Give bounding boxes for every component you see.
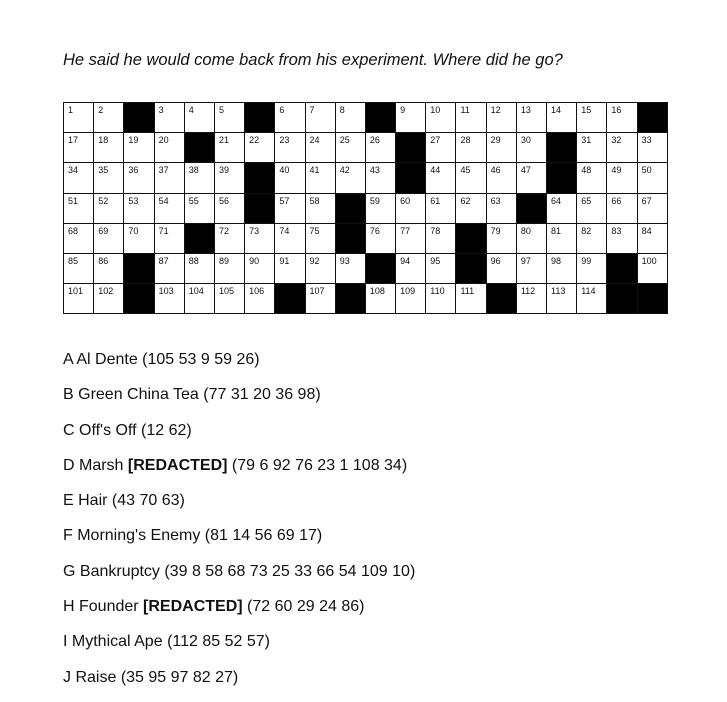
grid-black-cell <box>245 163 275 193</box>
grid-cell[interactable] <box>245 284 275 314</box>
clue-label: C Off's Off <box>63 421 137 439</box>
grid-cell[interactable] <box>335 103 365 133</box>
grid-cell-number: 46 <box>490 165 501 176</box>
grid-cell[interactable] <box>516 284 546 314</box>
grid-cell[interactable] <box>64 223 94 253</box>
grid-black-cell <box>124 284 154 314</box>
grid-cell-number: 81 <box>551 225 562 236</box>
grid-cell-number: 13 <box>520 105 531 115</box>
grid-cell-number: 71 <box>158 225 169 236</box>
grid-cell-number: 22 <box>249 135 260 146</box>
grid-black-cell <box>547 133 577 163</box>
grid-cell[interactable] <box>94 223 124 253</box>
grid-cell-number: 30 <box>520 135 531 146</box>
grid-cell[interactable] <box>637 163 667 193</box>
grid-cell-number: 105 <box>218 286 234 297</box>
grid-cell[interactable] <box>124 223 154 253</box>
clue-numbers: (77 31 20 36 98) <box>203 386 321 404</box>
grid-cell-number: 17 <box>68 135 79 146</box>
grid-cell[interactable] <box>637 223 667 253</box>
clue-label: B Green China Tea <box>63 386 199 404</box>
grid-cell[interactable] <box>547 193 577 223</box>
grid-black-cell <box>456 253 486 283</box>
grid-cell-number: 28 <box>460 135 471 146</box>
grid-black-cell <box>547 163 577 193</box>
grid-black-cell <box>275 284 305 314</box>
grid-cell[interactable] <box>94 284 124 314</box>
clue-item <box>63 525 415 560</box>
grid-cell-number: 97 <box>520 255 531 266</box>
grid-cell[interactable] <box>426 253 456 283</box>
grid-black-cell <box>456 223 486 253</box>
grid-cell-number: 26 <box>369 135 380 146</box>
clue-item <box>63 420 415 455</box>
grid-cell-number: 9 <box>400 105 406 115</box>
grid-cell-number: 50 <box>641 165 652 176</box>
grid-cell-number: 113 <box>551 286 566 297</box>
grid-cell-number: 8 <box>339 105 345 115</box>
grid-cell-number: 96 <box>490 255 501 266</box>
grid-cell[interactable] <box>64 163 94 193</box>
grid-cell-number: 11 <box>460 105 470 115</box>
grid-cell-number: 100 <box>641 255 657 266</box>
grid-cell-number: 2 <box>98 105 104 115</box>
grid-cell[interactable] <box>547 103 577 133</box>
grid-cell-number: 57 <box>279 195 290 206</box>
grid-cell-number: 23 <box>279 135 290 146</box>
grid-cell[interactable] <box>214 284 244 314</box>
grid-cell[interactable] <box>516 223 546 253</box>
grid-cell-number: 15 <box>581 105 592 115</box>
grid-cell-number: 38 <box>188 165 199 176</box>
clue-item <box>63 384 415 419</box>
grid-cell[interactable] <box>64 133 94 163</box>
grid-cell-number: 89 <box>218 255 229 266</box>
grid-cell-number: 60 <box>400 195 411 206</box>
grid-cell[interactable] <box>64 284 94 314</box>
grid-cell-number: 7 <box>309 105 315 115</box>
grid-cell-number: 32 <box>611 135 622 146</box>
grid-cell[interactable] <box>154 223 184 253</box>
clue-label: I Mythical Ape <box>63 633 163 651</box>
grid-cell[interactable] <box>64 103 94 133</box>
grid-cell-number: 75 <box>309 225 320 236</box>
grid-cell[interactable] <box>154 253 184 283</box>
grid-cell-number: 33 <box>641 135 652 146</box>
grid-cell[interactable] <box>184 253 214 283</box>
grid-cell[interactable] <box>335 133 365 163</box>
grid-cell-number: 107 <box>309 286 325 297</box>
grid-cell[interactable] <box>516 163 546 193</box>
grid-row <box>64 163 668 193</box>
grid-cell[interactable] <box>275 133 305 163</box>
grid-cell-number: 58 <box>309 195 320 206</box>
grid-cell-number: 31 <box>581 135 592 146</box>
grid-cell[interactable] <box>456 284 486 314</box>
grid-cell[interactable] <box>154 284 184 314</box>
grid-cell-number: 84 <box>641 225 652 236</box>
grid-cell-number: 12 <box>490 105 501 115</box>
grid-cell[interactable] <box>245 253 275 283</box>
grid-cell-number: 49 <box>611 165 622 176</box>
grid-cell[interactable] <box>94 193 124 223</box>
grid-cell[interactable] <box>426 163 456 193</box>
grid-cell[interactable] <box>365 133 395 163</box>
grid-cell-number: 85 <box>68 255 79 266</box>
grid-cell-number: 27 <box>430 135 441 146</box>
clue-redacted: [REDACTED] <box>127 456 228 474</box>
grid-cell[interactable] <box>275 193 305 223</box>
grid-cell[interactable] <box>275 163 305 193</box>
grid-cell[interactable] <box>365 193 395 223</box>
grid-cell-number: 65 <box>581 195 592 206</box>
grid-cell[interactable] <box>516 103 546 133</box>
grid-cell[interactable] <box>577 223 607 253</box>
grid-cell[interactable] <box>335 253 365 283</box>
grid-cell[interactable] <box>275 223 305 253</box>
grid-cell[interactable] <box>214 103 244 133</box>
clue-numbers: (79 6 92 76 23 1 108 34) <box>231 456 408 474</box>
grid-cell-number: 108 <box>369 286 385 297</box>
grid-cell-number: 14 <box>551 105 562 115</box>
grid-cell[interactable] <box>516 253 546 283</box>
grid-cell-number: 73 <box>249 225 260 236</box>
grid-cell-number: 99 <box>581 255 592 266</box>
grid-cell-number: 64 <box>551 195 562 206</box>
grid-cell-number: 54 <box>158 195 169 206</box>
grid-cell-number: 109 <box>400 286 416 297</box>
grid-cell[interactable] <box>64 193 94 223</box>
grid-cell-number: 101 <box>68 286 84 297</box>
grid-cell-number: 3 <box>158 105 164 115</box>
grid-cell-number: 111 <box>460 286 475 297</box>
grid-cell-number: 86 <box>98 255 109 266</box>
grid-cell-number: 102 <box>98 286 114 297</box>
grid-cell-number: 114 <box>581 286 596 297</box>
grid-cell-number: 45 <box>460 165 471 176</box>
grid-cell-number: 82 <box>581 225 592 236</box>
grid-cell-number: 48 <box>581 165 592 176</box>
grid-black-cell <box>335 223 365 253</box>
clue-label: G Bankruptcy <box>63 562 160 580</box>
clue-label: F Morning's Enemy <box>63 527 201 545</box>
grid-cell-number: 95 <box>430 255 441 266</box>
grid-black-cell <box>516 193 546 223</box>
grid-cell-number: 43 <box>369 165 380 176</box>
grid-cell-number: 87 <box>158 255 169 266</box>
grid-cell[interactable] <box>637 133 667 163</box>
clue-label: J Raise <box>63 668 117 686</box>
grid-row <box>64 284 668 314</box>
grid-black-cell <box>365 103 395 133</box>
grid-cell[interactable] <box>124 133 154 163</box>
grid-cell[interactable] <box>426 133 456 163</box>
grid-cell-number: 34 <box>68 165 79 176</box>
grid-cell-number: 47 <box>520 165 531 176</box>
clue-item <box>63 631 415 666</box>
clue-label: E Hair <box>63 492 108 510</box>
grid-cell[interactable] <box>396 284 426 314</box>
grid-cell[interactable] <box>396 223 426 253</box>
grid-cell[interactable] <box>214 193 244 223</box>
grid-cell[interactable] <box>396 193 426 223</box>
grid-cell[interactable] <box>305 133 335 163</box>
grid-cell[interactable] <box>637 193 667 223</box>
grid-row <box>64 253 668 283</box>
grid-cell-number: 1 <box>68 105 74 115</box>
grid-black-cell <box>365 253 395 283</box>
clue-numbers: (43 70 63) <box>111 492 185 510</box>
grid-cell-number: 10 <box>430 105 441 115</box>
grid-cell[interactable] <box>365 163 395 193</box>
grid-cell-number: 61 <box>430 195 441 206</box>
grid-cell-number: 4 <box>188 105 194 115</box>
grid-cell[interactable] <box>94 253 124 283</box>
grid-cell[interactable] <box>486 163 516 193</box>
clue-list <box>63 349 415 702</box>
grid-cell-number: 53 <box>128 195 139 206</box>
grid-cell-number: 16 <box>611 105 622 115</box>
grid-black-cell <box>184 223 214 253</box>
grid-cell-number: 88 <box>188 255 199 266</box>
grid-cell-number: 24 <box>309 135 320 146</box>
grid-cell-number: 83 <box>611 225 622 236</box>
grid-cell-number: 72 <box>218 225 229 236</box>
grid-cell-number: 78 <box>430 225 441 236</box>
grid-cell-number: 94 <box>400 255 411 266</box>
grid-cell[interactable] <box>154 193 184 223</box>
clue-numbers: (72 60 29 24 86) <box>247 598 365 616</box>
grid-cell-number: 69 <box>98 225 109 236</box>
grid-cell-number: 29 <box>490 135 501 146</box>
grid-cell[interactable] <box>577 163 607 193</box>
grid-cell[interactable] <box>547 223 577 253</box>
grid-cell-number: 5 <box>218 105 224 115</box>
clue-item <box>63 667 415 702</box>
grid-cell-number: 112 <box>520 286 536 297</box>
grid-cell[interactable] <box>214 223 244 253</box>
grid-cell[interactable] <box>456 133 486 163</box>
grid-cell-number: 91 <box>279 255 290 266</box>
grid-cell[interactable] <box>607 133 637 163</box>
grid-cell[interactable] <box>94 163 124 193</box>
grid-row <box>64 103 668 133</box>
clue-item <box>63 561 415 596</box>
grid-cell[interactable] <box>154 103 184 133</box>
grid-cell-number: 80 <box>520 225 531 236</box>
grid-cell-number: 66 <box>611 195 622 206</box>
clue-numbers: (35 95 97 82 27) <box>120 668 239 686</box>
clue-numbers: (112 85 52 57) <box>167 633 270 651</box>
grid-cell-number: 104 <box>188 286 204 297</box>
grid-cell-number: 37 <box>158 165 169 176</box>
grid-cell[interactable] <box>577 133 607 163</box>
grid-cell[interactable] <box>547 253 577 283</box>
grid-black-cell <box>335 284 365 314</box>
grid-black-cell <box>607 253 637 283</box>
grid-cell-number: 110 <box>430 286 445 297</box>
grid-cell[interactable] <box>607 163 637 193</box>
grid-cell[interactable] <box>184 103 214 133</box>
grid-cell[interactable] <box>607 103 637 133</box>
clue-redacted: [REDACTED] <box>143 598 243 616</box>
grid-cell[interactable] <box>486 133 516 163</box>
grid-cell-number: 62 <box>460 195 471 206</box>
grid-cell-number: 67 <box>641 195 652 206</box>
grid-cell-number: 79 <box>490 225 501 236</box>
clue-label: H Founder <box>63 598 139 616</box>
grid-cell-number: 42 <box>339 165 350 176</box>
grid-cell-number: 25 <box>339 135 350 146</box>
clue-label: A Al Dente <box>63 351 138 368</box>
grid-cell-number: 41 <box>309 165 320 176</box>
grid-row <box>64 193 668 223</box>
clue-numbers: (105 53 9 59 26) <box>142 351 260 368</box>
clue-numbers: (39 8 58 68 73 25 33 66 54 109 10) <box>164 562 416 580</box>
grid-black-cell <box>486 284 516 314</box>
grid-cell[interactable] <box>154 133 184 163</box>
grid-black-cell <box>607 284 637 314</box>
grid-cell-number: 59 <box>369 195 380 206</box>
grid-cell[interactable] <box>516 133 546 163</box>
grid-cell-number: 92 <box>309 255 320 266</box>
grid-black-cell <box>124 103 154 133</box>
grid-cell[interactable] <box>456 193 486 223</box>
grid-cell[interactable] <box>305 253 335 283</box>
grid-cell[interactable] <box>547 284 577 314</box>
grid-cell[interactable] <box>426 223 456 253</box>
acrostic-grid <box>63 102 668 314</box>
grid-cell[interactable] <box>365 284 395 314</box>
grid-cell[interactable] <box>486 103 516 133</box>
grid-cell[interactable] <box>214 253 244 283</box>
grid-cell[interactable] <box>64 253 94 283</box>
grid-cell[interactable] <box>124 163 154 193</box>
clue-item <box>63 490 415 525</box>
grid-cell[interactable] <box>305 193 335 223</box>
grid-cell[interactable] <box>577 253 607 283</box>
grid-cell-number: 106 <box>249 286 265 297</box>
grid-cell[interactable] <box>214 163 244 193</box>
grid-black-cell <box>184 133 214 163</box>
grid-black-cell <box>335 193 365 223</box>
grid-cell[interactable] <box>305 103 335 133</box>
grid-cell[interactable] <box>335 163 365 193</box>
grid-cell-number: 55 <box>188 195 199 206</box>
grid-cell[interactable] <box>305 284 335 314</box>
grid-cell[interactable] <box>456 163 486 193</box>
grid-cell-number: 63 <box>490 195 501 206</box>
clue-item <box>63 349 415 384</box>
grid-cell[interactable] <box>607 223 637 253</box>
grid-cell-number: 21 <box>218 135 229 146</box>
grid-cell[interactable] <box>607 193 637 223</box>
puzzle-title: He said he would come back from his experiment. Where did he go? <box>63 51 563 69</box>
grid-black-cell <box>396 163 426 193</box>
grid-cell[interactable] <box>486 193 516 223</box>
grid-cell[interactable] <box>305 223 335 253</box>
grid-black-cell <box>124 253 154 283</box>
grid-cell[interactable] <box>456 103 486 133</box>
grid-cell[interactable] <box>577 284 607 314</box>
grid-cell-number: 19 <box>128 135 139 146</box>
grid-row <box>64 223 668 253</box>
grid-cell[interactable] <box>426 193 456 223</box>
clue-item <box>63 455 415 490</box>
grid-cell-number: 20 <box>158 135 169 146</box>
grid-cell[interactable] <box>214 133 244 163</box>
grid-cell[interactable] <box>275 103 305 133</box>
grid-cell[interactable] <box>577 103 607 133</box>
grid-cell-number: 74 <box>279 225 290 236</box>
grid-cell-number: 70 <box>128 225 139 236</box>
grid-cell-number: 40 <box>279 165 290 176</box>
grid-cell-number: 68 <box>68 225 79 236</box>
grid-cell-number: 36 <box>128 165 139 176</box>
grid-cell-number: 44 <box>430 165 441 176</box>
grid-cell-number: 90 <box>249 255 260 266</box>
grid-cell[interactable] <box>184 193 214 223</box>
grid-cell[interactable] <box>396 103 426 133</box>
clue-numbers: (81 14 56 69 17) <box>204 527 323 545</box>
grid-black-cell <box>245 103 275 133</box>
grid-cell[interactable] <box>245 133 275 163</box>
grid-cell-number: 103 <box>158 286 174 297</box>
grid-cell-number: 18 <box>98 135 109 146</box>
clue-item <box>63 596 415 631</box>
grid-cell-number: 51 <box>68 195 79 206</box>
grid-cell-number: 6 <box>279 105 285 115</box>
grid-cell[interactable] <box>94 103 124 133</box>
clue-label: D Marsh <box>63 456 124 474</box>
grid-row <box>64 133 668 163</box>
grid-cell[interactable] <box>305 163 335 193</box>
grid-cell-number: 93 <box>339 255 350 266</box>
grid-cell[interactable] <box>637 253 667 283</box>
grid-black-cell <box>245 193 275 223</box>
grid-cell-number: 52 <box>98 195 109 206</box>
grid-cell-number: 35 <box>98 165 109 176</box>
grid-black-cell <box>396 133 426 163</box>
grid-cell[interactable] <box>486 253 516 283</box>
grid-cell[interactable] <box>184 163 214 193</box>
grid-cell[interactable] <box>275 253 305 283</box>
grid-cell-number: 98 <box>551 255 562 266</box>
grid-cell[interactable] <box>426 284 456 314</box>
grid-cell-number: 39 <box>218 165 229 176</box>
grid-cell[interactable] <box>184 284 214 314</box>
grid-cell[interactable] <box>396 253 426 283</box>
grid-cell[interactable] <box>154 163 184 193</box>
clue-numbers: (12 62) <box>141 421 192 439</box>
grid-cell-number: 77 <box>400 225 411 236</box>
grid-cell[interactable] <box>486 223 516 253</box>
grid-black-cell <box>637 103 667 133</box>
grid-cell[interactable] <box>577 193 607 223</box>
grid-cell[interactable] <box>365 223 395 253</box>
grid-black-cell <box>637 284 667 314</box>
grid-cell-number: 56 <box>218 195 229 206</box>
grid-cell[interactable] <box>94 133 124 163</box>
grid-cell[interactable] <box>124 193 154 223</box>
grid-cell[interactable] <box>245 223 275 253</box>
grid-cell[interactable] <box>426 103 456 133</box>
grid-cell-number: 76 <box>369 225 380 236</box>
